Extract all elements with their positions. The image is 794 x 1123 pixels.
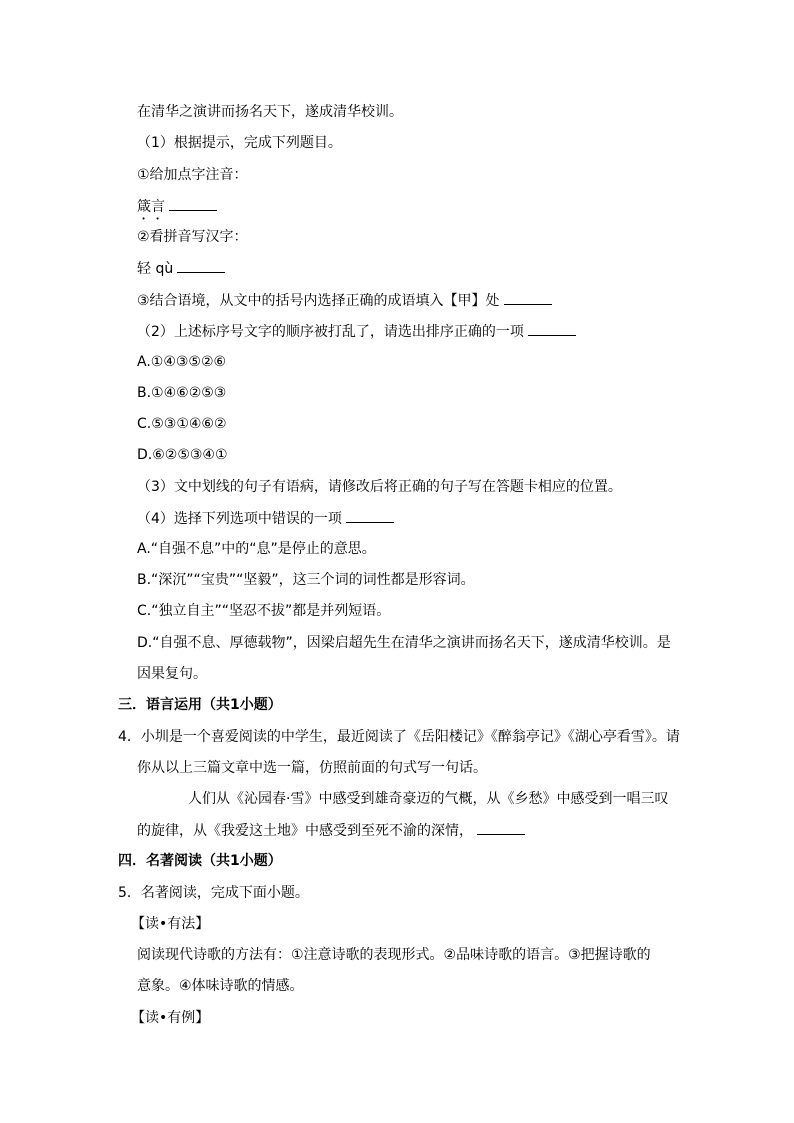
- q4a: 4．小圳是一个喜爱阅读的中学生，最近阅读了《岳阳楼记》《醉翁亭记》《湖心亭看雪》。请: [118, 729, 680, 745]
- option-c: C.⑤③①④⑥②: [137, 416, 227, 432]
- answer-blank[interactable]: [477, 820, 525, 835]
- l6: [137, 258, 225, 279]
- answer-blank[interactable]: [528, 321, 576, 336]
- l4: [137, 196, 217, 223]
- l3: ①给加点字注音：: [137, 167, 248, 183]
- p1b: 意象。④体味诗歌的情感。: [137, 978, 304, 994]
- l5: ②看拼音写汉字：: [137, 229, 248, 245]
- l4-word: 箴言: [137, 199, 165, 215]
- answer-blank[interactable]: [177, 258, 225, 273]
- l2: （1）根据提示，完成下列题目。: [137, 135, 342, 151]
- answer-blank[interactable]: [504, 290, 552, 305]
- q4d: [137, 820, 525, 841]
- q5: 5．名著阅读，完成下面小题。: [118, 885, 309, 901]
- l9: （3）文中划线的句子有语病，请修改后将正确的句子写在答题卡相应的位置。: [137, 479, 622, 495]
- l10: [137, 508, 394, 529]
- option-a: A.①④③⑤②⑥: [137, 354, 227, 370]
- answer-blank[interactable]: [346, 508, 394, 523]
- l1: 在清华之演讲而扬名天下，遂成清华校训。: [137, 104, 403, 120]
- q4d-text: 的旋律，从《我爱这土地》中感受到至死不渝的深情，: [137, 823, 473, 839]
- heading-read-example: 【读•有例】: [131, 1010, 210, 1026]
- l14: D.“自强不息、厚德载物”，因梁启超先生在清华之演讲而扬名天下，遂成清华校训。是: [137, 635, 671, 651]
- l13: C.“独立自主”“坚忍不拔”都是并列短语。: [137, 603, 391, 619]
- section3-title: 三．语言运用（共1小题）: [118, 697, 282, 713]
- l11: A.“自强不息”中的“息”是停止的意思。: [137, 541, 376, 557]
- section4-title: 四．名著阅读（共1小题）: [118, 853, 282, 869]
- option-b: B.①④⑥②⑤③: [137, 385, 227, 401]
- l15: 因果复句。: [137, 666, 207, 682]
- q4b: 你从以上三篇文章中选一篇，仿照前面的句式写一句话。: [137, 760, 487, 776]
- heading-read-method: 【读•有法】: [131, 916, 210, 932]
- l7-text: ③结合语境，从文中的括号内选择正确的成语填入【甲】处: [137, 293, 500, 309]
- option-d: D.⑥②⑤③④①: [137, 447, 228, 463]
- l8-text: （2）上述标序号文字的顺序被打乱了，请选出排序正确的一项: [137, 324, 524, 340]
- l6-word: 轻 qù: [137, 261, 174, 277]
- q4c: 人们从《沁园春·雪》中感受到雄奇豪迈的气概，从《乡愁》中感受到一唱三叹: [188, 791, 669, 807]
- l12: B.“深沉”“宝贵”“坚毅”，这三个词的词性都是形容词。: [137, 572, 475, 588]
- l10-text: （4）选择下列选项中错误的一项: [137, 511, 342, 527]
- l8: [137, 321, 576, 342]
- l7: [137, 290, 552, 311]
- p1a: 阅读现代诗歌的方法有：①注意诗歌的表现形式。②品味诗歌的语言。③把握诗歌的: [137, 947, 651, 963]
- answer-blank[interactable]: [169, 196, 217, 211]
